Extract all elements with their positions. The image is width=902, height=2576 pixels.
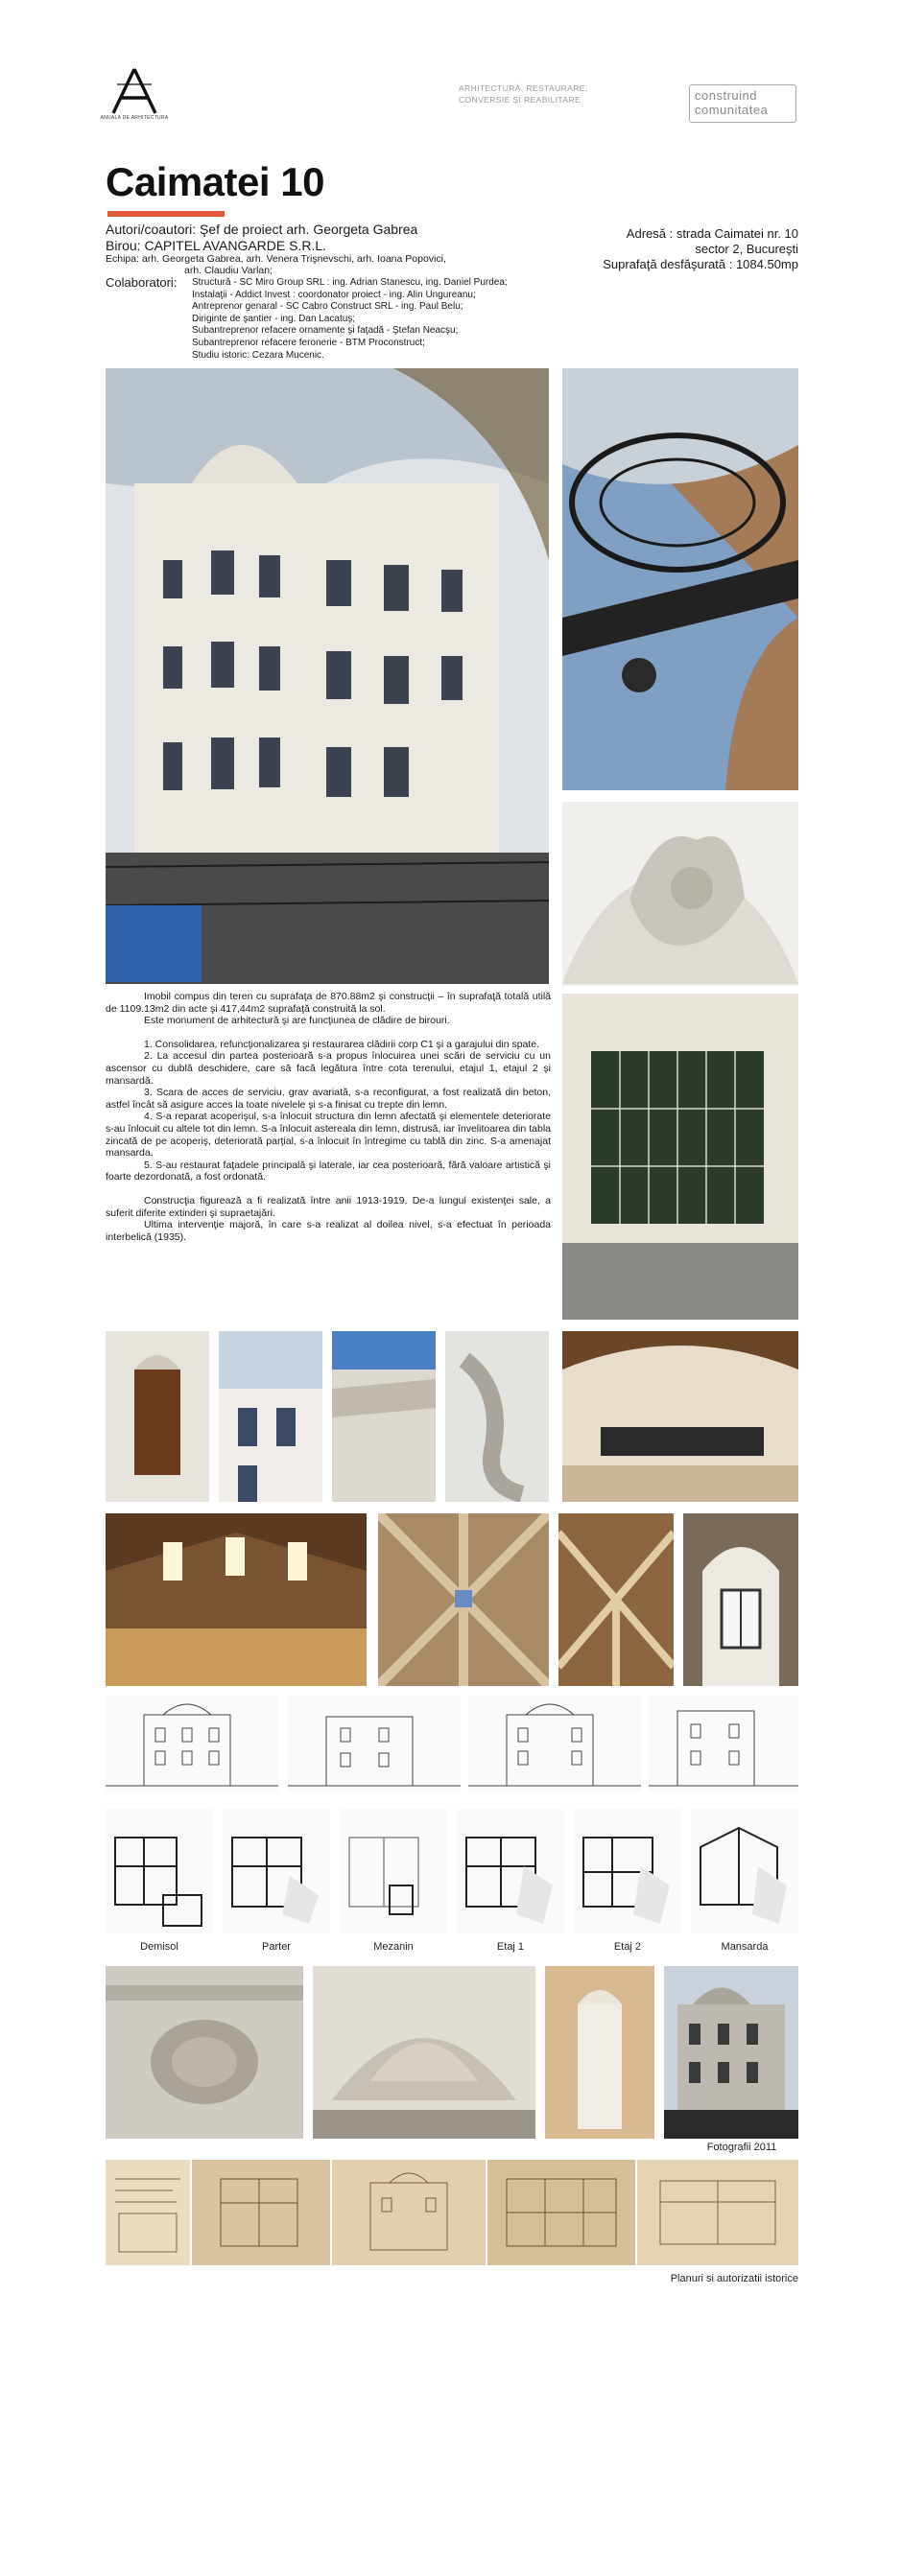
window-detail-photo (106, 1331, 209, 1502)
team (106, 253, 509, 276)
anuala-logo-icon (107, 67, 161, 115)
floor-plan-mezanin (340, 1809, 447, 1933)
photo-2011-stove (545, 1966, 654, 2139)
address-district: sector 2, Bucureşti (695, 242, 798, 256)
floor-plan-parter (223, 1809, 330, 1933)
collaborator-item: Studiu istoric: Cezara Mucenic. (192, 349, 324, 361)
description-paragraph: 2. La accesul din partea posterioară s-a propus înlocuirea unei scări de serviciu cu un ascensor cu dublă deschidere, care să facă legătura între cota terenului, etajul 1, etajul 2 şi mansardă. (106, 1050, 551, 1087)
cornice-detail-photo (332, 1331, 436, 1502)
project-description (106, 991, 551, 1243)
photo-2011-facade (664, 1966, 798, 2139)
historic-document-4 (487, 2160, 635, 2265)
description-paragraph: 1. Consolidarea, refuncţionalizarea şi restaurarea clădirii corp C1 şi a garajului din spate. (144, 1038, 540, 1050)
facade-corner-photo (219, 1331, 322, 1502)
bracket-detail-photo (445, 1331, 549, 1502)
photo-2011-ornament (106, 1966, 303, 2139)
team-line-1: Echipa: arh. Georgeta Gabrea, arh. Venera Trişnevschi, arh. Ioana Popovici, (106, 253, 446, 265)
entrance-canopy-photo (562, 368, 798, 790)
collaborator-item: Structură - SC Miro Group SRL : ing. Adrian Stanescu, ing. Daniel Purdea; (192, 277, 508, 288)
plan-label-mansarda: Mansarda (721, 1941, 769, 1953)
elevation-drawing-4 (649, 1696, 798, 1791)
office: Birou: CAPITEL AVANGARDE S.R.L. (106, 238, 327, 253)
historic-document-1 (106, 2160, 190, 2265)
tagline (459, 82, 612, 105)
address-line: Adresă : strada Caimatei nr. 10 (626, 226, 798, 241)
ornament-detail-photo (562, 802, 798, 986)
plan-label-mezanin: Mezanin (373, 1941, 414, 1953)
team-line-2: arh. Claudiu Varlan; (184, 265, 273, 276)
partner-logo-line-2: comunitatea (695, 103, 769, 117)
tagline-line-1: ARHITECTURĂ, RESTAURARE, (459, 83, 588, 93)
collaborator-item: Antreprenor genaral - SC Cabro Construct SRL - ing. Paul Belu; (192, 301, 463, 313)
elevation-drawing-1 (106, 1696, 278, 1791)
historic-document-5 (637, 2160, 798, 2265)
historic-document-2 (192, 2160, 330, 2265)
collaborators-label: Colaboratori: (106, 275, 178, 290)
collaborator-item: Instalaţii - Addict Invest : coordonator proiect - ing. Alin Ungureanu; (192, 289, 476, 300)
photo-2011-pediment (313, 1966, 535, 2139)
roof-truss-photo (558, 1513, 674, 1686)
plan-label-etaj-2: Etaj 2 (613, 1941, 642, 1953)
elevation-drawing-2 (288, 1696, 461, 1791)
authors: Autori/coautori: Şef de proiect arh. Georgeta Gabrea (106, 222, 418, 237)
partner-logo-line-1: construind (695, 88, 757, 103)
project-title: Caimatei 10 (106, 159, 324, 204)
description-paragraph: 5. S-au restaurat faţadele principală şi laterale, iar cea posterioară, fără valoare artistică şi foarte dezordonată, a fost ordonată. (106, 1159, 551, 1183)
collaborator-item: Subantreprenor refacere feronerie - BTM Proconstruct; (192, 337, 425, 348)
floor-plan-mansarda (691, 1809, 798, 1933)
facade-main-photo (106, 368, 549, 984)
tagline-line-2: CONVERSIE ȘI REABILITARE (459, 95, 582, 105)
floor-plan-etaj-2 (574, 1809, 681, 1933)
description-paragraph: Ultima intervenţie majoră, în care s-a realizat al doilea nivel, s-a efectuat în perioada interbelică (1935). (106, 1219, 551, 1243)
construind-comunitatea-logo (689, 84, 796, 123)
elevation-drawing-3 (468, 1696, 641, 1791)
description-paragraph: 4. S-a reparat acoperişul, s-a înlocuit structura din lemn afectată şi elementele deteriorate s-au înlocuit cu altele tot din lemn. S-a înlocuit astereala din lemn, distrusă, iar învelitoarea din tabla zincată de pe acoperiş, deteriorată parţial, s-a înlocuit în întregime cu tablă din zinc. S-a amenajat mansarda. (106, 1111, 551, 1159)
historic-document-3 (332, 2160, 486, 2265)
caption-photos-2011: Fotografii 2011 (706, 2142, 777, 2153)
collaborator-item: Diriginte de şantier - ing. Dan Lacatuş; (192, 313, 356, 324)
description-paragraph: Este monument de arhitectură şi are funcţiunea de clădire de birouri. (144, 1015, 450, 1027)
rear-glass-extension-photo (562, 994, 798, 1320)
floor-plan-demisol (106, 1809, 213, 1933)
roof-beams-photo (378, 1513, 549, 1686)
plan-label-parter: Parter (262, 1941, 291, 1953)
title-underline (107, 211, 225, 217)
interior-office-photo (562, 1331, 798, 1502)
description-paragraph: Construcţia figurează a fi realizată între anii 1913-1919. De-a lungul existenţei sale, a suferit diferite extinderi şi supraetajări. (106, 1194, 551, 1219)
caption-historic-plans: Planuri si autorizatii istorice (670, 2273, 798, 2284)
dormer-window-photo (683, 1513, 798, 1686)
description-paragraph: 3. Scara de acces de serviciu, grav avariată, s-a reconfigurat, a fost realizată din beton, astfel încât să asigure acces la toate nivelele şi s-a finisat cu trepte din lemn. (106, 1087, 551, 1111)
built-area: Suprafaţă desfăşurată : 1084.50mp (603, 257, 798, 271)
address-block (537, 226, 798, 272)
plan-label-demisol: Demisol (140, 1941, 178, 1953)
plan-label-etaj-1: Etaj 1 (496, 1941, 525, 1953)
description-paragraph: Imobil compus din teren cu suprafaţa de 870.88m2 şi construcţii – în suprafaţă totală utilă de 1109.13m2 din acte şi 417,44m2 suprafaţă construită la sol. (106, 991, 551, 1015)
collaborators-list (192, 277, 557, 362)
collaborator-item: Subantreprenor refacere ornamente şi faţadă - Ştefan Neacşu; (192, 325, 459, 337)
floor-plan-etaj-1 (457, 1809, 564, 1933)
logo-caption: ANUALA DE ARHITECTURA (100, 115, 169, 121)
attic-hall-photo (106, 1513, 367, 1686)
